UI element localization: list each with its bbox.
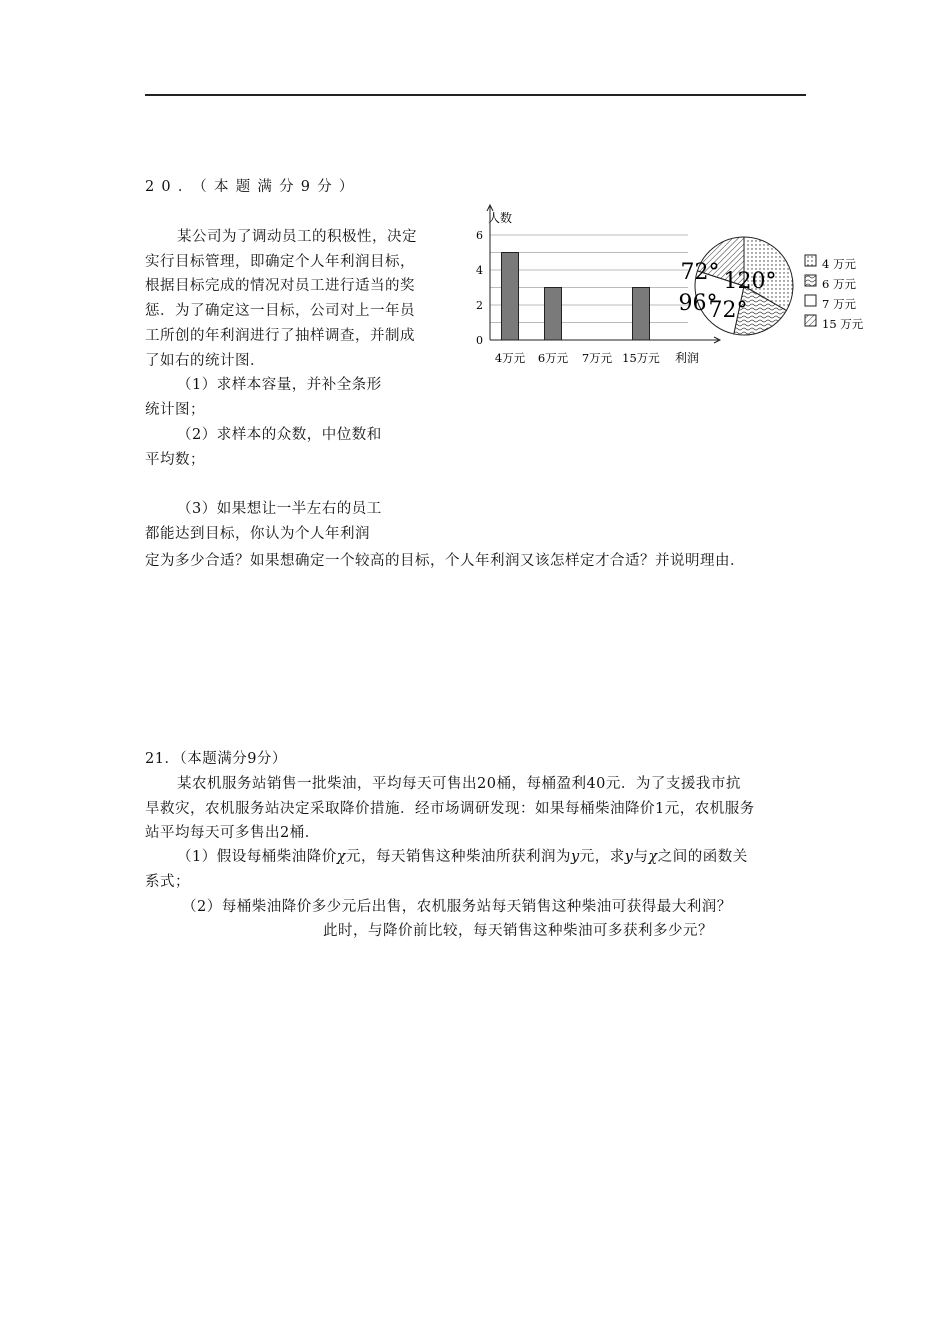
q21-part2: （2）每桶柴油降价多少元后出售，农机服务站每天销售这种柴油可获得最大利润？ xyxy=(182,899,732,915)
q21-part1-text: （1）假设每桶柴油降价 xyxy=(177,849,337,865)
legend-swatch xyxy=(805,275,816,286)
q20-header: 20．（本题满分9分） xyxy=(145,179,361,195)
variable-y: y xyxy=(571,849,580,865)
q21-part1-text: 与 xyxy=(633,849,649,865)
legend-swatch xyxy=(805,255,816,266)
q20-part1: （1）求样本容量，并补全条形 xyxy=(177,377,382,393)
legend-label: 4 万元 xyxy=(822,257,856,271)
q21-text-line: 某农机服务站销售一批柴油，平均每天可售出20桶，每桶盈利40元．为了支援我市抗 xyxy=(177,776,741,792)
y-tick-label: 6 xyxy=(476,229,483,242)
y-tick-label: 4 xyxy=(476,264,483,277)
bar xyxy=(633,288,650,341)
pie-slice-label: 72° xyxy=(708,298,748,323)
q20-part2: （2）求样本的众数，中位数和 xyxy=(177,427,382,443)
bar xyxy=(502,253,519,341)
tick-labels xyxy=(476,229,483,347)
pie-slice-label: 72° xyxy=(680,260,720,285)
bar-chart xyxy=(476,205,720,365)
legend-label: 6 万元 xyxy=(822,277,856,291)
q21-header: 21．（本题满分9分） xyxy=(145,751,287,767)
variable-x: χ xyxy=(648,849,658,865)
legend-label: 7 万元 xyxy=(822,297,856,311)
q20-part3-cont2: 定为多少合适？如果想确定一个较高的目标，个人年利润又该怎样定才合适？并说明理由． xyxy=(145,553,745,569)
q20-text-line: 工所创的年利润进行了抽样调查，并制成 xyxy=(145,328,415,344)
legend-swatch xyxy=(805,315,816,326)
pie-chart xyxy=(679,237,794,335)
q20-text-line: 了如右的统计图． xyxy=(145,353,265,369)
category-labels xyxy=(495,351,660,365)
statistics-figure xyxy=(470,195,870,370)
q21-text-line: 站平均每天可多售出2桶． xyxy=(145,825,320,841)
x-tick-label: 6万元 xyxy=(537,351,569,365)
pie-legend xyxy=(805,255,864,331)
header-rule xyxy=(145,94,806,96)
pie-slice-label: 120° xyxy=(723,269,777,294)
q21-part1-text: 元，求 xyxy=(579,849,625,865)
q20-text-line: 惩．为了确定这一目标，公司对上一年员 xyxy=(145,303,415,319)
q21-part1-text: 之间的函数关 xyxy=(657,849,748,865)
q21-text-line: 旱救灾，农机服务站决定采取降价措施．经市场调研发现：如果每桶柴油降价1元，农机服务 xyxy=(145,801,755,817)
q20-text-line: 实行目标管理，即确定个人年利润目标， xyxy=(145,254,415,270)
x-axis-label: 利润 xyxy=(675,351,700,365)
q21-part1 xyxy=(177,846,748,868)
variable-x: χ xyxy=(336,849,347,865)
q20-text-line: 某公司为了调动员工的积极性，决定 xyxy=(177,229,417,245)
y-axis-label: 人数 xyxy=(488,211,513,225)
bars xyxy=(502,253,650,341)
bar xyxy=(545,288,562,341)
x-tick-label: 4万元 xyxy=(494,351,526,365)
q20-part2-cont: 平均数； xyxy=(145,452,205,468)
y-tick-label: 2 xyxy=(476,299,483,312)
q20-text-line: 根据目标完成的情况对员工进行适当的奖 xyxy=(145,278,415,294)
grid-lines xyxy=(490,235,688,323)
variable-y: y xyxy=(624,849,634,865)
q20-part3-cont: 都能达到目标，你认为个人年利润 xyxy=(145,526,370,542)
q21-part2-cont: 此时，与降价前比较，每天销售这种柴油可多获利多少元？ xyxy=(323,923,713,939)
y-tick-label: 0 xyxy=(476,334,483,347)
q21-part1-text: 元，每天销售这种柴油所获利润为 xyxy=(346,849,572,865)
q21-part1-cont: 系式； xyxy=(145,874,190,890)
q20-part1-cont: 统计图； xyxy=(145,402,205,418)
q20-part3: （3）如果想让一半左右的员工 xyxy=(177,501,382,517)
x-tick-label: 15万元 xyxy=(622,351,660,365)
legend-swatch xyxy=(805,295,816,306)
legend-label: 15 万元 xyxy=(822,317,864,331)
x-tick-label: 7万元 xyxy=(581,351,613,365)
pie-slice-label: 96° xyxy=(678,291,718,316)
